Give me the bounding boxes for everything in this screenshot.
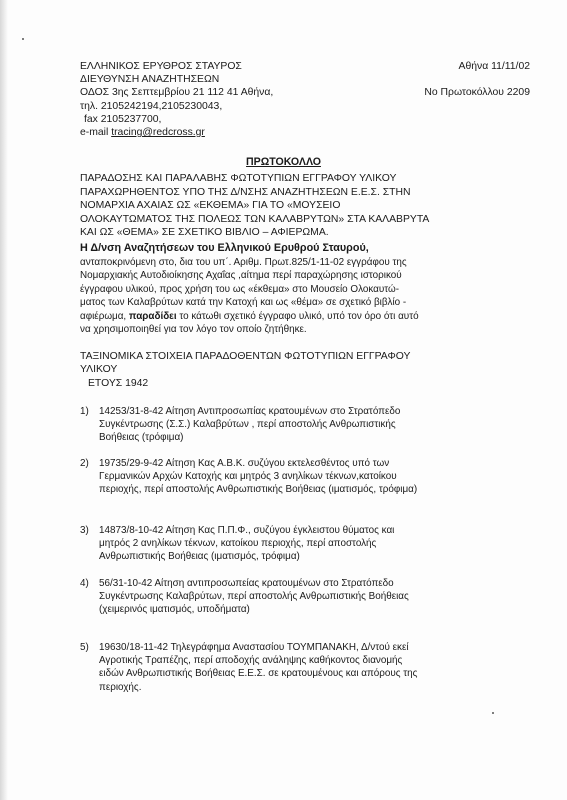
sender-address: ΟΔΟΣ 3ης Σεπτεμβρίου 21 112 41 Αθήνα,: [80, 87, 274, 99]
sender-block: [80, 60, 320, 139]
protocol-number: Νο Πρωτοκόλλου 2209: [424, 87, 530, 99]
scan-speck: [492, 712, 494, 714]
item-line: Συγκέντρωσης Καλαβρύτων, περί αποστολής Ανθρωπιστικής Βοήθειας: [99, 591, 409, 603]
item-line: Γερμανικών Αρχών Κατοχής και μητρός 3 ανηλίκων τέκνων,κατοίκου: [99, 471, 397, 483]
subject-line: ΠΑΡΑΧΩΡΗΘΕΝΤΟΣ ΥΠΟ ΤΗΣ Δ/ΝΣΗΣ ΑΝΑΖΗΤΗΣΕΩΝ Ε.Ε.Σ. ΣΤΗΝ: [80, 186, 411, 198]
email-link[interactable]: tracing@redcross.gr: [111, 127, 205, 139]
item-line: περιοχής.: [99, 681, 142, 693]
sender-dept: ΔΙΕΥΘΥΝΣΗ ΑΝΑΖΗΤΗΣΕΩΝ: [80, 74, 220, 86]
section-title: [80, 350, 500, 376]
body-text-fragment: το κάτωθι σχετικό έγγραφο υλικό, υπό τον όρο ότι αυτό: [176, 310, 419, 322]
item-line: Αγροτικής Τραπέζης, περί αποδοχής ανάληψης καθήκοντος διανομής: [99, 655, 403, 667]
place-date: Αθήνα 11/11/02: [458, 61, 530, 72]
item-number: 3): [80, 525, 89, 536]
item-text: [99, 641, 509, 694]
item-line: ειδών Ανθρωπιστικής Βοήθειας Ε.Ε.Σ. σε κρατουμένους και απόρους της: [99, 668, 418, 680]
body-line: έγγραφου υλικού, προς χρήση του ως «έκθεμα» στο Μουσείο Ολοκαυτώ-: [80, 283, 400, 295]
sender-phone: τηλ. 2105242194,2105230043,: [80, 100, 223, 112]
item-line: 14253/31-8-42 Αίτηση Αντιπροσωπίας κρατουμένων στο Στρατόπεδο: [99, 406, 401, 417]
scan-speck: [22, 38, 24, 40]
body-text-fragment: αφιέρωμα,: [80, 310, 129, 322]
item-line: 14873/8-10-42 Αίτηση Κας Π.Π.Φ., συζύγου έγκλειστου θύματος και: [99, 525, 395, 536]
section-title-line: ΤΑΞΙΝΟΜΙΚΑ ΣΤΟΙΧΕΙΑ ΠΑΡΑΔΟΘΕΝΤΩΝ ΦΩΤΟΤΥΠΙΩΝ ΕΓΓΡΑΦΟΥ: [80, 351, 411, 362]
section-title-line: ΥΛΙΚΟΥ: [80, 364, 118, 376]
scan-edge-shadow: [0, 0, 8, 800]
subject-line: ΠΑΡΑΔΟΣΗΣ ΚΑΙ ΠΑΡΑΛΑΒΗΣ ΦΩΤΟΤΥΠΙΩΝ ΕΓΓΡΑΦΟΥ ΥΛΙΚΟΥ: [80, 173, 397, 184]
meta-block: [380, 60, 530, 100]
body-line: [80, 310, 500, 323]
body-line: ανταποκρινόμενη στο, δια του υπ΄. Αριθμ. Πρωτ.825/1-11-02 εγγράφου της: [80, 257, 407, 268]
item-text: [99, 405, 509, 445]
subject-line: ΟΛΟΚΑΥΤΩΜΑΤΟΣ ΤΗΣ ΠΟΛΕΩΣ ΤΩΝ ΚΑΛΑΒΡΥΤΩΝ» ΣΤΑ ΚΑΛΑΒΡΥΤΑ: [80, 213, 430, 225]
item-line: 19630/18-11-42 Τηλεγράφημα Αναστασίου ΤΟΥΜΠΑΝΑΚΗ, Δ/ντού εκεί: [99, 642, 409, 653]
item-line: Ανθρωπιστικής Βοήθειας (ιματισμός, τρόφιμα): [99, 551, 300, 563]
item-line: 19735/29-9-42 Αίτηση Κας Α.Β.Κ. συζύγου εκτελεσθέντος υπό των: [99, 458, 390, 469]
item-text: [99, 577, 509, 617]
item-number: 1): [80, 406, 89, 417]
body-line: Νομαρχιακής Αυτοδιοίκησης Αχαΐας ,αίτημα περί παραχώρησης ιστορικού: [80, 270, 402, 282]
item-line: μητρός 2 ανηλίκων τέκνων, κατοίκου περιοχής, περί αποστολής: [99, 538, 377, 550]
sender-fax: fax 2105237700,: [84, 113, 162, 125]
subject-line: ΚΑΙ ΩΣ «ΘΕΜΑ» ΣΕ ΣΧΕΤΙΚΟ ΒΙΒΛΙΟ – ΑΦΙΕΡΩΜΑ.: [80, 227, 329, 239]
item-text: [99, 524, 509, 564]
item-text: [99, 457, 509, 497]
body-heading: Η Δ/νση Αναζητήσεων του Ελληνικού Ερυθρού Σταυρού,: [80, 242, 369, 254]
item-line: περιοχής, περί αποστολής Ανθρωπιστικής Βοήθειας (ιματισμός, τρόφιμα): [99, 484, 418, 496]
subject-line: ΝΟΜΑΡΧΙΑ ΑΧΑΙΑΣ ΩΣ «ΕΚΘΕΜΑ» ΓΙΑ ΤΟ «ΜΟΥΣΕΙΟ: [80, 200, 341, 212]
section-year: ΕΤΟΥΣ 1942: [88, 378, 149, 389]
item-line: (χειμερινός ιματισμός, υποδήματα): [99, 604, 250, 616]
item-number: 2): [80, 458, 89, 469]
subject-block: [80, 172, 490, 240]
body-line: ματος των Καλαβρύτων κατά την Κατοχή και ως «θέμα» σε σχετικό βιβλίο -: [80, 297, 407, 309]
item-number: 5): [80, 642, 89, 653]
item-line: 56/31-10-42 Αίτηση αντιπροσωπείας κρατουμένων στο Στρατόπεδο: [99, 578, 394, 589]
email-prefix: e-mail: [80, 127, 109, 139]
item-line: Συγκέντρωσης (Σ.Σ.) Καλαβρύτων , περί αποστολής Ανθρωπιστικής: [99, 419, 396, 431]
item-number: 4): [80, 578, 89, 589]
body-bold-verb: παραδίδει: [128, 310, 177, 322]
sender-org: ΕΛΛΗΝΙΚΟΣ ΕΡΥΘΡΟΣ ΣΤΑΥΡΟΣ: [80, 61, 242, 72]
body-paragraph: [80, 256, 500, 336]
document-title: ΠΡΩΤΟΚΟΛΛΟ: [246, 156, 321, 168]
body-line: να χρησιμοποιηθεί για τον λόγο τον οποίο ζητήθηκε.: [80, 324, 307, 336]
sender-email-line: [80, 126, 320, 139]
item-line: Βοήθειας (τρόφιμα): [99, 432, 184, 444]
